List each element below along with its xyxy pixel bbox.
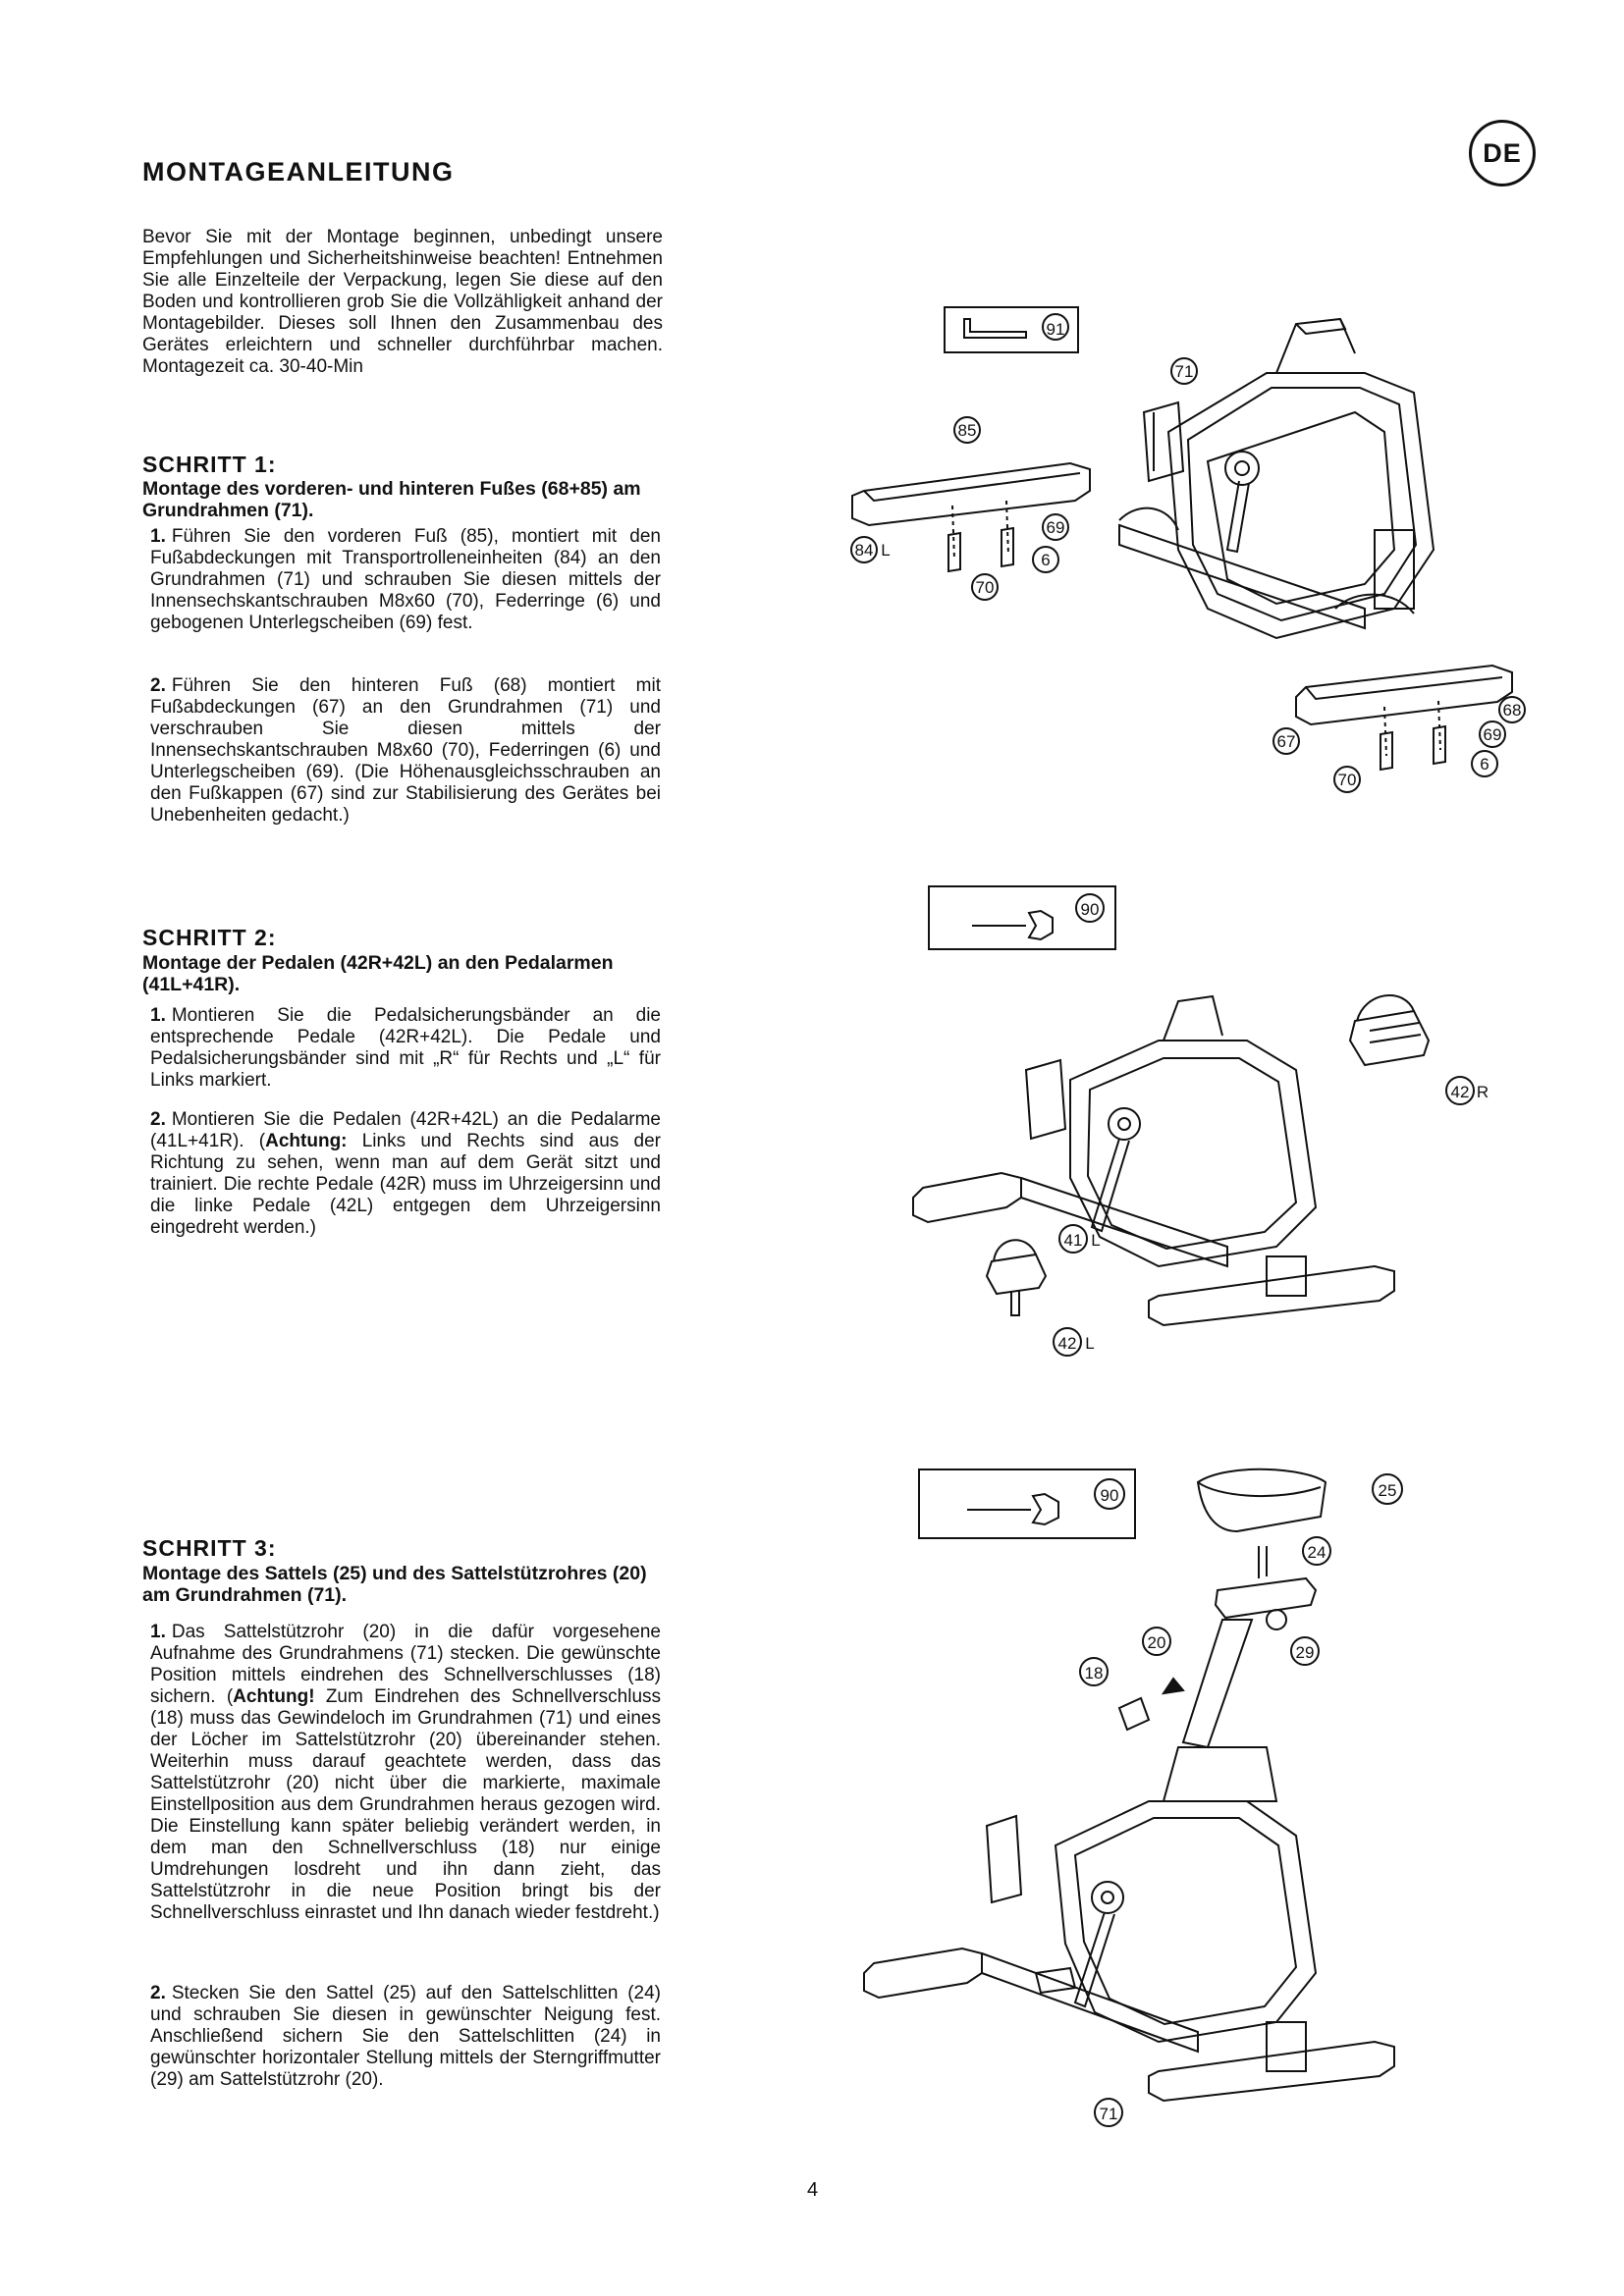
- step1-title: SCHRITT 1:: [142, 452, 277, 477]
- step1-p2-number: 2.: [150, 675, 166, 696]
- hex-key-icon: [964, 319, 1026, 338]
- base-frame-front-curve: [1119, 508, 1178, 530]
- step2-p2-warning: Achtung:: [265, 1131, 348, 1151]
- allen-wrench-3-icon: [1033, 1494, 1058, 1524]
- pedal-arm: [1227, 481, 1249, 552]
- bike-body-inner-3: [1075, 1818, 1296, 2024]
- page-number: 4: [807, 2179, 819, 2201]
- step2-p1-text: Montieren Sie die Pedalsicherungsbänder an die entsprechende Pedale (42R+42L). Die Pedale und Pedalsicherungsbänder sind mit „R“ für Rechts und „L“ für Links markiert.: [150, 1005, 661, 1091]
- saddle-slider-24: [1216, 1578, 1316, 1618]
- step3-subtitle: Montage des Sattels (25) und des Sattelstützrohres (20) am Grundrahmen (71).: [142, 1563, 647, 1606]
- figure3-seat-view: [864, 1469, 1402, 2126]
- step2-p1-number: 1.: [150, 1005, 166, 1026]
- label-70: 70: [975, 578, 995, 597]
- step3-p1-text-b: Zum Eindrehen des Schnellverschluss (18) muss das Gewindeloch im Grundrahmen (71) und eines der Löcher im Sattelstützrohr (20) übereinander stehen. Weiterhin muss darauf geachtete werden, dass das Sattelstützrohr (20) nicht über die markierte, maximale Einstellposition aus dem Grundrahmen heraus gezogen wird. Die Einstellung kann später beliebig verändert werden, in dem man den Schnellverschluss (18) nur einige Umdrehungen losdreht und ihn dann zieht, das Sattelstützrohr in die neue Position bringt bis der Schnellverschluss einrastet und Ihn danach wieder festdreht.): [150, 1686, 662, 1923]
- label-29: 29: [1295, 1643, 1315, 1662]
- flywheel-hub-2-inner-icon: [1118, 1118, 1130, 1130]
- step3-p1-warning: Achtung!: [233, 1686, 315, 1707]
- figure2-pedal-view: [913, 886, 1489, 1356]
- allen-wrench-icon: [1029, 911, 1053, 939]
- pedal-left-spindle: [1011, 1291, 1019, 1315]
- label-24: 24: [1307, 1543, 1326, 1562]
- slider-bolt: [1259, 1546, 1267, 1578]
- label-85: 85: [957, 421, 977, 440]
- label-20: 20: [1147, 1633, 1166, 1652]
- label-67: 67: [1276, 732, 1296, 751]
- bike-body-outline-2: [1070, 1041, 1316, 1266]
- step2-p2-text-b: Links und Rechts sind aus der Richtung zu sehen, wenn man auf dem Gerät sitzt und trainiert. Die rechte Pedale (42R) muss im Uhrzeigersinn und die linke Pedale (42L) entgegen dem Uhrzeigersinn eingedreht werden.): [150, 1131, 661, 1238]
- quick-release-18-icon: [1119, 1698, 1149, 1730]
- pedal-arm-3: [1075, 1912, 1114, 2006]
- pedal-right-strap: [1357, 995, 1414, 1021]
- seat-post-bracket: [1144, 402, 1183, 481]
- handle-post-2: [1164, 996, 1222, 1041]
- base-post-3: [1267, 2022, 1306, 2071]
- rear-foot-68: [1296, 666, 1512, 724]
- star-knob-29-icon: [1267, 1610, 1286, 1629]
- label-25: 25: [1378, 1481, 1397, 1500]
- bike-body-inner: [1188, 388, 1416, 620]
- flywheel-hub-icon: [1225, 452, 1259, 485]
- label-42r: 42: [1450, 1083, 1470, 1101]
- base-frame-rail: [1119, 525, 1365, 628]
- page-title: MONTAGEANLEITUNG: [142, 157, 455, 187]
- figure3-tool-label: 90: [1100, 1486, 1119, 1505]
- label-41l-side: L: [1091, 1231, 1101, 1250]
- figure2-tool-label: 90: [1080, 900, 1100, 919]
- front-foot-85: [852, 463, 1090, 525]
- figure1-exploded-view: [851, 307, 1525, 792]
- label-70b: 70: [1337, 771, 1357, 789]
- handle-post: [1276, 319, 1355, 373]
- step1-subtitle: Montage des vorderen- und hinteren Fußes (68+85) am Grundrahmen (71).: [142, 478, 641, 521]
- flywheel-hub-3-icon: [1092, 1882, 1123, 1913]
- pedal-left-icon: [987, 1255, 1046, 1294]
- front-foot-2: [913, 1173, 1021, 1222]
- intro-paragraph: Bevor Sie mit der Montage beginnen, unbedingt unsere Empfehlungen und Sicherheitshinweise beachten! Entnehmen Sie alle Einzelteile der Verpackung, legen Sie diese auf den Boden und kontrollieren grob Sie die Vollzähligkeit anhand der Montagebilder. Dieses soll Ihnen den Zusammenbau des Gerätes erleichtern und schneller durchführbar machen. Montagezeit ca. 30-40-Min: [142, 227, 663, 377]
- pedal-right-tread: [1370, 1023, 1421, 1042]
- seat-post-bracket-3: [987, 1816, 1021, 1902]
- base-rail-2: [1021, 1178, 1227, 1266]
- step2-subtitle: Montage der Pedalen (42R+42L) an den Pedalarmen (41L+41R).: [142, 952, 614, 995]
- saddle-25-icon: [1198, 1469, 1326, 1531]
- label-18: 18: [1084, 1664, 1104, 1682]
- pedal-right-icon: [1350, 1011, 1429, 1065]
- label-84: 84: [854, 541, 874, 560]
- label-42r-side: R: [1476, 1083, 1489, 1101]
- step2-p2-number: 2.: [150, 1109, 166, 1130]
- pedal-arm-2: [1092, 1139, 1129, 1231]
- label-41l: 41: [1063, 1231, 1083, 1250]
- label-69b: 69: [1483, 725, 1502, 744]
- label-68: 68: [1502, 701, 1522, 720]
- step1-p2-text: Führen Sie den hinteren Fuß (68) montiert mit Fußabdeckungen (67) an den Grundrahmen (71) und verschrauben Sie diesen mittels der Innensechskantschrauben M8x60 (70), Federringen (6) und Unterlegscheiben (69). (Die Höhenausgleichsschrauben an den Fußkappen (67) sind zur Stabilisierung des Gerätes bei Unebenheiten gedacht.): [150, 675, 661, 826]
- figure1-tool-label: 91: [1046, 320, 1065, 339]
- bike-body-panel: [1208, 412, 1394, 604]
- step3-p2-number: 2.: [150, 1983, 166, 2003]
- label-69: 69: [1046, 518, 1065, 537]
- label-6: 6: [1041, 551, 1051, 569]
- label-84-side: L: [881, 541, 891, 560]
- seat-post-20: [1183, 1620, 1252, 1747]
- flywheel-hub-inner-icon: [1235, 461, 1249, 475]
- front-foot-3: [864, 1949, 982, 1998]
- bolt-70d-icon: [1434, 726, 1445, 764]
- label-42l-side: L: [1085, 1334, 1095, 1353]
- step3-p1-text-a: Das Sattelstützrohr (20) in die dafür vorgesehene Aufnahme des Grundrahmens (71) stecken. Die gewünschte Position mittels eindrehen des Schnellverschlusses (18) sichern. (: [150, 1622, 661, 1707]
- bike-body-outline-3: [1056, 1801, 1316, 2042]
- flywheel-hub-3-inner-icon: [1102, 1892, 1113, 1903]
- bike-body-inner-2: [1088, 1058, 1296, 1249]
- step3-title: SCHRITT 3:: [142, 1535, 277, 1561]
- flywheel-hub-2-icon: [1109, 1108, 1140, 1140]
- label-6b: 6: [1480, 755, 1489, 774]
- saddle-top-line: [1198, 1482, 1321, 1496]
- step1-p1-number: 1.: [150, 526, 166, 547]
- bolt-70c-icon: [1380, 732, 1392, 770]
- rear-foot-edge: [1306, 677, 1502, 699]
- step2-p2-text-a: Montieren Sie die Pedalen (42R+42L) an die Pedalarme (41L+41R). (: [150, 1109, 661, 1151]
- seat-post-bracket-2: [1026, 1060, 1065, 1139]
- step2-title: SCHRITT 2:: [142, 925, 277, 950]
- label-42l: 42: [1057, 1334, 1077, 1353]
- step3-p1-number: 1.: [150, 1622, 166, 1642]
- frame-neck-3: [1164, 1747, 1276, 1801]
- label-71: 71: [1174, 362, 1194, 381]
- language-badge: DE: [1469, 120, 1536, 187]
- label-71-fig3: 71: [1099, 2105, 1118, 2123]
- step3-p2-text: Stecken Sie den Sattel (25) auf den Sattelschlitten (24) und schrauben Sie diesen in gewünschter Neigung fest. Anschließend sichern Sie den Sattelschlitten (24) in gewünschter horizontaler Stellung mittels der Sterngriffmutter (29) am Sattelstützrohr (20).: [150, 1983, 661, 2090]
- step1-p1-text: Führen Sie den vorderen Fuß (85), montiert mit den Fußabdeckungen mit Transportrolleneinheiten (84) an den Grundrahmen (71) und schrauben Sie diesen mittels der Innensechskantschrauben M8x60 (70), Federringe (6) und gebogenen Unterlegscheiben (69) fest.: [150, 526, 661, 633]
- arrow-down-icon: [1164, 1679, 1183, 1693]
